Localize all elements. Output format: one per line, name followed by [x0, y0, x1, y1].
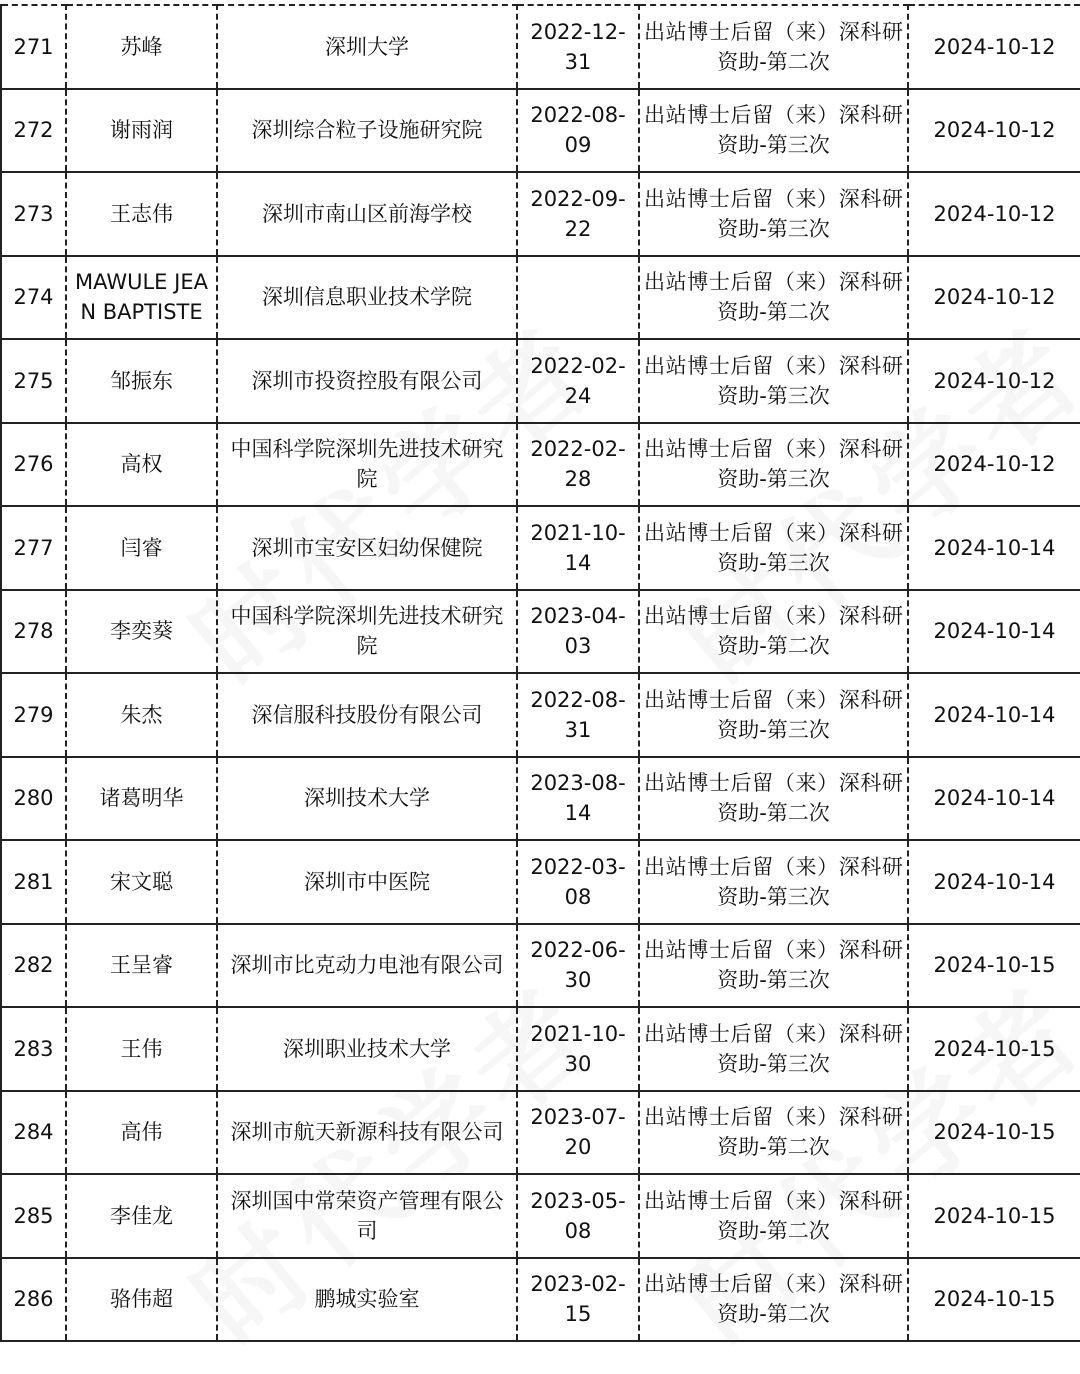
organization-cell: 深圳市中医院: [217, 840, 517, 924]
date-cell: 2022-08-31: [517, 673, 639, 757]
date-cell: 2023-02-15: [517, 1258, 639, 1342]
approval-date-cell: 2024-10-12: [908, 339, 1080, 423]
funding-type-cell: 出站博士后留（来）深科研资助-第二次: [639, 1258, 908, 1342]
name-cell: 王志伟: [66, 172, 217, 256]
row-number-cell: 285: [1, 1174, 66, 1258]
approval-date-cell: 2024-10-12: [908, 89, 1080, 173]
approval-date-cell: 2024-10-15: [908, 1007, 1080, 1091]
table-row: [1, 1007, 1080, 1091]
table-row: [1, 1174, 1080, 1258]
table-row: [1, 423, 1080, 507]
name-cell: 宋文聪: [66, 840, 217, 924]
name-cell: 骆伟超: [66, 1258, 217, 1342]
row-number-cell: 274: [1, 256, 66, 340]
table-row: [1, 673, 1080, 757]
organization-cell: 深圳国中常荣资产管理有限公司: [217, 1174, 517, 1258]
funding-type-cell: 出站博士后留（来）深科研资助-第三次: [639, 506, 908, 590]
name-cell: 闫睿: [66, 506, 217, 590]
funding-type-cell: 出站博士后留（来）深科研资助-第二次: [639, 5, 908, 89]
funding-type-cell: 出站博士后留（来）深科研资助-第三次: [639, 840, 908, 924]
approval-date-cell: 2024-10-14: [908, 590, 1080, 674]
date-cell: 2022-12-31: [517, 5, 639, 89]
funding-type-cell: 出站博士后留（来）深科研资助-第二次: [639, 590, 908, 674]
name-cell: 王呈睿: [66, 924, 217, 1008]
funding-type-cell: 出站博士后留（来）深科研资助-第二次: [639, 1091, 908, 1175]
table-row: [1, 172, 1080, 256]
organization-cell: 深圳市比克动力电池有限公司: [217, 924, 517, 1008]
organization-cell: 深圳综合粒子设施研究院: [217, 89, 517, 173]
row-number-cell: 276: [1, 423, 66, 507]
funding-type-cell: 出站博士后留（来）深科研资助-第三次: [639, 423, 908, 507]
organization-cell: 鹏城实验室: [217, 1258, 517, 1342]
table-row: [1, 590, 1080, 674]
row-number-cell: 284: [1, 1091, 66, 1175]
organization-cell: 深圳市南山区前海学校: [217, 172, 517, 256]
name-cell: MAWULE JEAN BAPTISTE: [66, 256, 217, 340]
row-number-cell: 271: [1, 5, 66, 89]
row-number-cell: 286: [1, 1258, 66, 1342]
funding-type-cell: 出站博士后留（来）深科研资助-第二次: [639, 757, 908, 841]
approval-date-cell: 2024-10-12: [908, 256, 1080, 340]
approval-date-cell: 2024-10-12: [908, 5, 1080, 89]
table-row: [1, 506, 1080, 590]
name-cell: 谢雨润: [66, 89, 217, 173]
organization-cell: 深信服科技股份有限公司: [217, 673, 517, 757]
organization-cell: 中国科学院深圳先进技术研究院: [217, 423, 517, 507]
approval-date-cell: 2024-10-12: [908, 172, 1080, 256]
row-number-cell: 278: [1, 590, 66, 674]
name-cell: 高伟: [66, 1091, 217, 1175]
date-cell: 2023-07-20: [517, 1091, 639, 1175]
name-cell: 苏峰: [66, 5, 217, 89]
organization-cell: 中国科学院深圳先进技术研究院: [217, 590, 517, 674]
table-body: [1, 5, 1080, 1341]
organization-cell: 深圳职业技术大学: [217, 1007, 517, 1091]
name-cell: 李奕葵: [66, 590, 217, 674]
table-row: [1, 1091, 1080, 1175]
row-number-cell: 280: [1, 757, 66, 841]
postdoc-funding-table: [0, 4, 1080, 1342]
date-cell: 2022-06-30: [517, 924, 639, 1008]
funding-type-cell: 出站博士后留（来）深科研资助-第二次: [639, 256, 908, 340]
name-cell: 李佳龙: [66, 1174, 217, 1258]
date-cell: 2023-08-14: [517, 757, 639, 841]
table-row: [1, 256, 1080, 340]
approval-date-cell: 2024-10-15: [908, 924, 1080, 1008]
organization-cell: 深圳市宝安区妇幼保健院: [217, 506, 517, 590]
date-cell: 2022-02-28: [517, 423, 639, 507]
funding-type-cell: 出站博士后留（来）深科研资助-第三次: [639, 924, 908, 1008]
name-cell: 王伟: [66, 1007, 217, 1091]
date-cell: 2022-09-22: [517, 172, 639, 256]
name-cell: 高权: [66, 423, 217, 507]
row-number-cell: 283: [1, 1007, 66, 1091]
organization-cell: 深圳技术大学: [217, 757, 517, 841]
funding-type-cell: 出站博士后留（来）深科研资助-第三次: [639, 339, 908, 423]
approval-date-cell: 2024-10-14: [908, 840, 1080, 924]
row-number-cell: 281: [1, 840, 66, 924]
table-row: [1, 1258, 1080, 1342]
date-cell: 2023-04-03: [517, 590, 639, 674]
name-cell: 朱杰: [66, 673, 217, 757]
organization-cell: 深圳信息职业技术学院: [217, 256, 517, 340]
approval-date-cell: 2024-10-15: [908, 1174, 1080, 1258]
table-row: [1, 757, 1080, 841]
row-number-cell: 273: [1, 172, 66, 256]
row-number-cell: 275: [1, 339, 66, 423]
approval-date-cell: 2024-10-14: [908, 506, 1080, 590]
date-cell: [517, 256, 639, 340]
approval-date-cell: 2024-10-15: [908, 1258, 1080, 1342]
table-row: [1, 840, 1080, 924]
row-number-cell: 282: [1, 924, 66, 1008]
row-number-cell: 272: [1, 89, 66, 173]
organization-cell: 深圳市航天新源科技有限公司: [217, 1091, 517, 1175]
approval-date-cell: 2024-10-12: [908, 423, 1080, 507]
table-row: [1, 924, 1080, 1008]
name-cell: 邹振东: [66, 339, 217, 423]
table-row: [1, 339, 1080, 423]
row-number-cell: 279: [1, 673, 66, 757]
approval-date-cell: 2024-10-14: [908, 757, 1080, 841]
name-cell: 诸葛明华: [66, 757, 217, 841]
organization-cell: 深圳市投资控股有限公司: [217, 339, 517, 423]
funding-type-cell: 出站博士后留（来）深科研资助-第三次: [639, 673, 908, 757]
organization-cell: 深圳大学: [217, 5, 517, 89]
date-cell: 2021-10-30: [517, 1007, 639, 1091]
date-cell: 2022-02-24: [517, 339, 639, 423]
date-cell: 2022-08-09: [517, 89, 639, 173]
funding-type-cell: 出站博士后留（来）深科研资助-第三次: [639, 172, 908, 256]
funding-type-cell: 出站博士后留（来）深科研资助-第三次: [639, 89, 908, 173]
funding-type-cell: 出站博士后留（来）深科研资助-第二次: [639, 1174, 908, 1258]
date-cell: 2021-10-14: [517, 506, 639, 590]
table-row: [1, 89, 1080, 173]
date-cell: 2023-05-08: [517, 1174, 639, 1258]
funding-type-cell: 出站博士后留（来）深科研资助-第三次: [639, 1007, 908, 1091]
date-cell: 2022-03-08: [517, 840, 639, 924]
row-number-cell: 277: [1, 506, 66, 590]
table-row: [1, 5, 1080, 89]
approval-date-cell: 2024-10-14: [908, 673, 1080, 757]
approval-date-cell: 2024-10-15: [908, 1091, 1080, 1175]
